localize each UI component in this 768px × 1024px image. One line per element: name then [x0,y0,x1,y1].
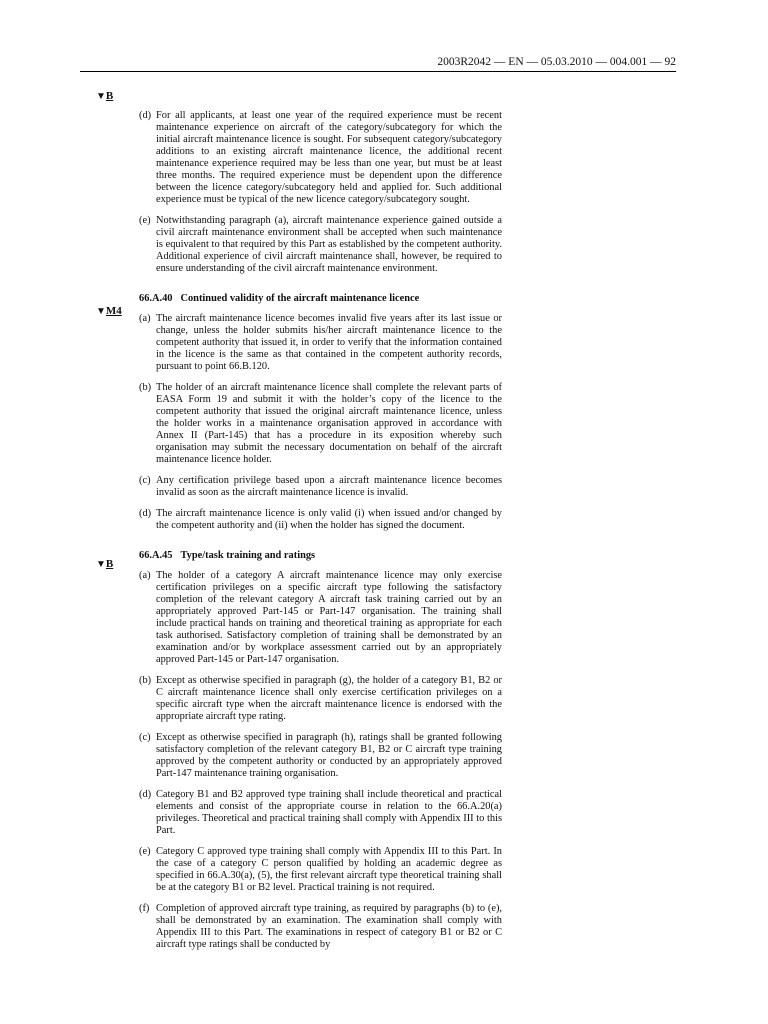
amendment-marker-m4 [96,305,122,317]
paragraph [139,475,502,499]
marker-code: B [105,90,114,102]
paragraph-label: (d) [139,789,152,800]
header-rule [80,71,676,72]
document-body [139,110,502,960]
page-header: 2003R2042 — EN — 05.03.2010 — 004.001 — 92 [437,56,676,68]
paragraph-text: The holder of a category A aircraft maintenance licence may only exercise certification privileges on a specific aircraft type following the satisfactory completion of the relevant category A aircraft task training carried out by an appropriately approved Part-145 or Part-147 organisation. The training shall include practical hands on training and theoretical training as appropriate for each task authorised. Satisfactory completion of training shall be demonstrated by an examination and/or by workplace assessment carried out by an appropriately approved Part-145 or Part-147 organisation. [156,570,502,665]
paragraph-text: Except as otherwise specified in paragraph (g), the holder of a category B1, B2 or C aircraft maintenance licence shall only exercise certification privileges on a specific aircraft type when the aircraft maintenance licence is endorsed with the appropriate aircraft type rating. [156,675,502,722]
paragraph-text: Category B1 and B2 approved type training shall include theoretical and practical elements and consist of the appropriate course in relation to the 66.A.20(a) privileges. Theoretical and practical training shall comply with Appendix III to this Part. [156,789,502,836]
paragraph [139,382,502,466]
paragraph-text: Any certification privilege based upon a aircraft maintenance licence becomes invalid as soon as the aircraft maintenance licence is invalid. [156,475,502,498]
paragraph-text: Notwithstanding paragraph (a), aircraft maintenance experience gained outside a civil aircraft maintenance environment shall be accepted when such maintenance is equivalent to that required by this Part as established by the competent authority. Additional experience of civil aircraft maintenance shall, however, be required to ensure understanding of the civil aircraft maintenance environment. [156,215,502,274]
paragraph-label: (c) [139,475,151,486]
paragraph-label: (d) [139,110,152,121]
paragraph-label: (a) [139,313,151,324]
paragraph-label: (d) [139,508,152,519]
paragraph-label: (e) [139,215,151,226]
article-heading [139,293,502,305]
paragraph-label: (f) [139,903,150,914]
paragraph-label: (b) [139,382,152,393]
triangle-down-icon: ▼ [96,306,106,317]
article-number: 66.A.40 [139,293,173,304]
section-gap [139,284,502,293]
paragraph-text: The aircraft maintenance licence is only valid (i) when issued and/or changed by the competent authority and (ii) when the holder has signed the document. [156,508,502,531]
paragraph [139,789,502,837]
block-b-1 [139,110,502,275]
paragraph-text: Except as otherwise specified in paragraph (h), ratings shall be granted following satisfactory completion of the relevant category B1, B2 or C aircraft type training approved by the competent authority or conducted by an appropriately approved Part-147 maintenance training organisation. [156,732,502,779]
paragraph-text: The holder of an aircraft maintenance licence shall complete the relevant parts of EASA Form 19 and submit it with the holder’s copy of the licence to the competent authority that issued the original aircraft maintenance licence, unless the holder works in a maintenance organisation approved in accordance with Annex II (Part-145) that has a procedure in its exposition whereby such organisation may submit the necessary documentation on behalf of the aircraft maintenance licence holder. [156,382,502,465]
paragraph [139,508,502,532]
paragraph [139,215,502,275]
triangle-down-icon: ▼ [96,91,106,102]
paragraph-text: The aircraft maintenance licence becomes invalid five years after its last issue or change, unless the holder submits his/her aircraft maintenance licence to the competent authority that issued it, in order to verify that the information contained in the licence is the same as that contained in the competent authority records, pursuant to point 66.B.120. [156,313,502,372]
article-number: 66.A.45 [139,550,173,561]
paragraph [139,313,502,373]
article-title: Continued validity of the aircraft maintenance licence [180,293,420,304]
section-gap [139,541,502,550]
article-66-a-45 [139,550,502,951]
paragraph-label: (e) [139,846,151,857]
article-title: Type/task training and ratings [180,550,316,561]
paragraph [139,732,502,780]
paragraph [139,675,502,723]
paragraph [139,846,502,894]
paragraph-label: (b) [139,675,152,686]
paragraph-label: (c) [139,732,151,743]
paragraph [139,570,502,666]
article-66-a-40 [139,293,502,532]
article-heading [139,550,502,562]
paragraph-text: Category C approved type training shall comply with Appendix III to this Part. In the case of a category C person qualified by holding an academic degree as specified in 66.A.30(a), (5), the first relevant aircraft type theoretical training shall be at the category B1 or B2 level. Practical training is not required. [156,846,502,893]
marker-code: B [105,558,114,570]
paragraph [139,110,502,206]
triangle-down-icon: ▼ [96,559,106,570]
paragraph-label: (a) [139,570,151,581]
marker-code: M4 [105,305,122,317]
paragraph-text: Completion of approved aircraft type training, as required by paragraphs (b) to (e), shall be demonstrated by an examination. The examination shall comply with Appendix III to this Part. The examinations in respect of category B1 or B2 or C aircraft type ratings shall be conducted by [156,903,502,950]
paragraph-text: For all applicants, at least one year of the required experience must be recent maintenance experience on aircraft of the category/subcategory for which the initial aircraft maintenance licence is sought. For subsequent category/subcategory additions to an existing aircraft maintenance licence, the additional recent maintenance experience required may be less than one year, but must be at least three months. The required experience must be dependent upon the difference between the licence category/subcategory held and applied for. Such additional experience must be typical of the new licence category/subcategory sought. [156,110,502,205]
amendment-marker-b-2 [96,558,113,570]
amendment-marker-b [96,90,113,102]
paragraph [139,903,502,951]
